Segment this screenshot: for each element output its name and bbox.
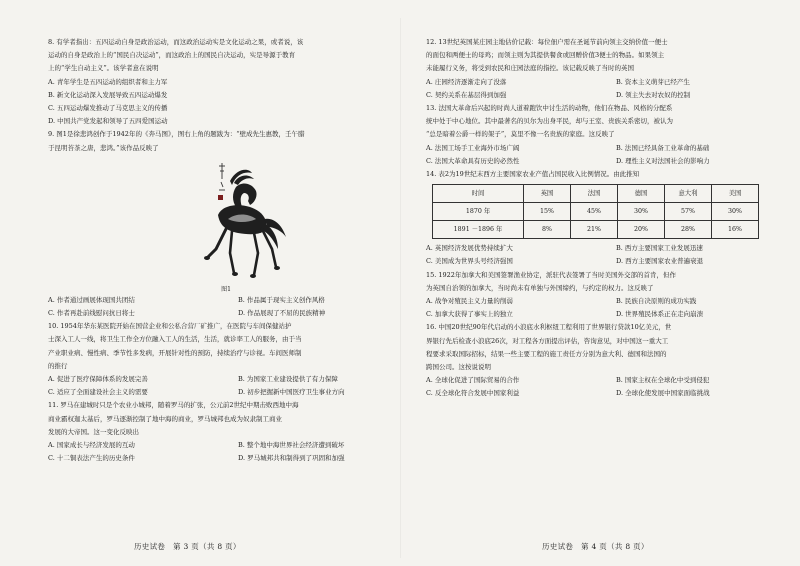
- question-10-options-row: [48, 386, 428, 399]
- question-10-option-a: A. 促进了医疗保障体系的发展完善: [48, 375, 148, 384]
- question-13-option-d: D. 理性主义对法国社会的影响力: [616, 156, 710, 165]
- question-14-option-a: A. 英国经济发展优势持续扩大: [426, 244, 513, 253]
- table-cell: 15%: [524, 203, 571, 221]
- question-15: [426, 269, 800, 322]
- question-13-stem-line: “总是暗着公爵一样的架子”，莫里不像一名贵族的家庭。这反映了: [426, 130, 615, 139]
- question-15-option-d: D. 世界殖民体系正在走向崩溃: [616, 310, 704, 319]
- question-15-option-b: B. 民族自决原则的成功实践: [616, 297, 697, 306]
- question-15-options-row: [426, 308, 800, 321]
- question-10-options-row: [48, 373, 428, 386]
- question-11-stem-line: 发展的大帝国。这一变化反映出: [48, 427, 139, 436]
- table-header-cell: 德国: [618, 185, 665, 203]
- question-9-options-row: [48, 294, 428, 307]
- question-14-option-d: D. 西方主要国家农业普遍衰退: [616, 257, 704, 266]
- question-11: [48, 399, 428, 465]
- question-16-option-c: C. 反全球化符合发展中国家利益: [426, 389, 520, 398]
- table-cell: 1870 年: [433, 203, 524, 221]
- question-12-option-d: D. 领主失去对农奴的控制: [616, 90, 691, 99]
- question-8-stem-line: 运动的自身是政治上的“国民自决运动”，而这政治上的国民自决运动，实是导源于教育: [48, 51, 296, 60]
- question-11-option-a: A. 国家成长与经济发展的互动: [48, 441, 135, 450]
- question-13-options-row: [426, 155, 800, 168]
- question-14-stem: 14. 表2为19世纪末西方主要国家农业产值占国民收入比例情况。由此推知: [426, 170, 640, 179]
- question-13-option-a: A. 法国工场手工业海外市场广阔: [426, 143, 520, 152]
- question-9-stem-line: 9. 图1是徐悲鸿创作于1942年的《奔马图》，图右上角的题跋为：“壁成先生惠教，壬午腊: [48, 130, 305, 139]
- question-12-options-row: [426, 76, 800, 89]
- question-8-stem-line: 上的“学生自动主义”。该学者意在说明: [48, 64, 159, 73]
- question-15-option-a: A. 战争对殖民主义力量的削弱: [426, 297, 513, 306]
- question-12-option-a: A. 庄园经济逐渐走向了没落: [426, 77, 507, 86]
- question-14-option-b: B. 西方主要国家工业发展迅速: [616, 244, 703, 253]
- table-cell: 20%: [618, 221, 665, 239]
- question-14-options-row: [426, 255, 800, 268]
- question-16-option-d: D. 全球化使发展中国家面临挑战: [616, 389, 710, 398]
- question-15-stem-line: 为英国自治领的加拿大，当时尚未有单独与外国缔约，与约定的权力。这反映了: [426, 283, 654, 292]
- question-10-option-c: C. 适应了全面建设社会主义的需要: [48, 388, 148, 397]
- table-cell: 16%: [712, 221, 759, 239]
- question-9-option-d: D. 作品展现了不屈的民族精神: [238, 309, 326, 318]
- question-12-options-row: [426, 89, 800, 102]
- question-14: [426, 168, 800, 269]
- table-cell: 30%: [618, 203, 665, 221]
- question-13-stem-line: 13. 法国大革命后兴起的时尚人道着跑饮中讨生活的动物，他们在物品、风格的分配系: [426, 104, 673, 113]
- question-14-option-c: C. 美国成为世界头号经济强国: [426, 257, 513, 266]
- table-cell: 28%: [665, 221, 712, 239]
- question-10: [48, 320, 428, 399]
- question-14-options-row: [426, 242, 800, 255]
- table-header-cell: 法国: [571, 185, 618, 203]
- question-12-option-c: C. 契约关系在基层得到加强: [426, 90, 507, 99]
- question-15-stem-line: 15. 1922年加拿大和美国签署渔业协定，派驻代表签署了当时美国外交部的首肯，但作: [426, 270, 676, 279]
- table-header-cell: 美国: [712, 185, 759, 203]
- question-16-options-row: [426, 387, 800, 400]
- page-3-footer: 历史试卷 第 3 页（共 8 页）: [134, 542, 241, 551]
- question-15-option-c: C. 加拿大获得了事实上的独立: [426, 310, 513, 319]
- question-13-option-c: C. 法国大革命具有历史的必然性: [426, 156, 520, 165]
- question-10-stem-line: 的推行: [48, 361, 68, 370]
- figure-1-label: 图1: [221, 285, 231, 293]
- page-3: [48, 36, 428, 465]
- question-15-options-row: [426, 295, 800, 308]
- table-header-cell: 时间: [433, 185, 524, 203]
- table-cell: 8%: [524, 221, 571, 239]
- page-4-footer: 历史试卷 第 4 页（共 8 页）: [542, 542, 649, 551]
- table-cell: 45%: [571, 203, 618, 221]
- question-11-stem-line: 11. 罗马在建城时只是个农业小城邦，随着罗马的扩张，公元前2世纪中期击败西地中海: [48, 401, 299, 410]
- question-10-stem-line: 10. 1954年华东某医院开始在国营企业和公私合营厂矿推广，在医院与车间保健站护: [48, 322, 292, 331]
- question-8: [48, 36, 428, 128]
- table-cell: 1891 －1896 年: [433, 221, 524, 239]
- question-8-stem-line: 8. 有学者指出：五四运动自身是政治运动，而这政治运动实是文化运动之果，或者说，该: [48, 38, 304, 46]
- question-10-option-b: B. 为国家工业建设提供了有力保障: [238, 375, 338, 384]
- question-11-option-b: B. 整个地中海世界社会经济遭到破坏: [238, 441, 345, 450]
- table-header-cell: 意大利: [665, 185, 712, 203]
- question-16-stem-line: 程要求采取国际招标，结果一些主要工程的施工责任方分别为意大利、德国和法国的: [426, 349, 667, 358]
- table-header-row: [433, 185, 759, 203]
- question-10-option-d: D. 初步把握新中国医疗卫生事业方向: [238, 388, 345, 397]
- table-row: [433, 221, 759, 239]
- question-13: [426, 102, 800, 168]
- question-11-options-row: [48, 452, 428, 465]
- question-13-stem-line: 统中处于中心地位。其中最著名的贝尔为出身平民，却与王室、贵族关系密切，被认为: [426, 117, 673, 126]
- question-12-stem-line: 未能履行义务，将受到农民和庄园法庭的指控。该记载反映了当时的英国: [426, 64, 634, 73]
- question-16-option-a: A. 全球化促进了国际贸易的合作: [426, 376, 520, 385]
- table-cell: 30%: [712, 203, 759, 221]
- question-8-option-c: C. 五四运动爆发推动了马克思主义的传播: [48, 104, 168, 113]
- question-16-option-b: B. 国家主权在全球化中受到侵犯: [616, 376, 710, 385]
- question-11-option-c: C. 十二铜表法产生的历史条件: [48, 454, 135, 463]
- question-8-option-d: D. 中国共产党发起和领导了五四爱国运动: [48, 117, 168, 126]
- question-16-stem-line: 跨国公司。这按说说明: [426, 363, 491, 372]
- question-16-options-row: [426, 374, 800, 387]
- question-10-stem-line: 产业职业病、慢性病、季节性多发病，开展针对性的预防，持续治疗与诊视。车间医师制: [48, 348, 302, 357]
- question-12-option-b: B. 资本主义萌芽已经产生: [616, 77, 690, 86]
- table-header-cell: 英国: [524, 185, 571, 203]
- question-12-stem-line: 12. 13世纪英国某庄园主地估价记载：每位佃户需在圣诞节前向领主交纳价值一便士: [426, 38, 668, 46]
- question-9-stem-line: 于昆明苔茶之唐，悲鸿。”该作品反映了: [48, 143, 159, 152]
- question-16-stem-line: 界银行先后检查小浪底26次，对工程各方面提出评估，咨询意见，对中国这一重大工: [426, 336, 669, 345]
- question-16: [426, 321, 800, 400]
- page-4: [426, 36, 800, 401]
- question-10-stem-line: 士深入工人一线，将卫生工作全方位融入工人的生活，生活，就诊率工人的服务，由于当: [48, 335, 302, 344]
- question-8-option-b: B. 新文化运动深入发展导致五四运动爆发: [48, 90, 168, 99]
- figure-1: [48, 157, 428, 294]
- question-13-options-row: [426, 142, 800, 155]
- question-9: [48, 128, 428, 320]
- question-9-option-a: A. 作者通过画展体现国共团结: [48, 295, 135, 304]
- question-11-stem-line: 商业霸权迦太基后，罗马逐渐控制了地中海的商业，罗马城邦也成为奴隶制工商业: [48, 414, 282, 423]
- question-12: [426, 36, 800, 102]
- table-cell: 21%: [571, 221, 618, 239]
- table-row: [433, 203, 759, 221]
- table-cell: 57%: [665, 203, 712, 221]
- question-8-option-a: A. 青年学生是五四运动的组织者和主力军: [48, 77, 168, 86]
- question-9-option-b: B. 作品属于现实主义创作风格: [238, 295, 325, 304]
- agriculture-share-table: [432, 184, 759, 239]
- question-11-option-d: D. 罗马城邦共和制得到了巩固和加强: [238, 454, 345, 463]
- question-12-stem-line: 的面包和两便士的母鸡；而领主则为其提供餐食或回赠价值3便士的物品。如果领主: [426, 51, 665, 60]
- question-16-stem-line: 16. 中国20世纪90年代启动的小浪底水利枢纽工程利用了世界银行贷款10亿美元，世: [426, 323, 672, 332]
- question-9-options-row: [48, 307, 428, 320]
- question-13-option-b: B. 法国已经具备工业革命的基础: [616, 143, 710, 152]
- question-9-option-c: C. 作者再赴前线慰问抗日将士: [48, 309, 135, 318]
- question-11-options-row: [48, 439, 428, 452]
- galloping-horse-painting: [178, 157, 298, 285]
